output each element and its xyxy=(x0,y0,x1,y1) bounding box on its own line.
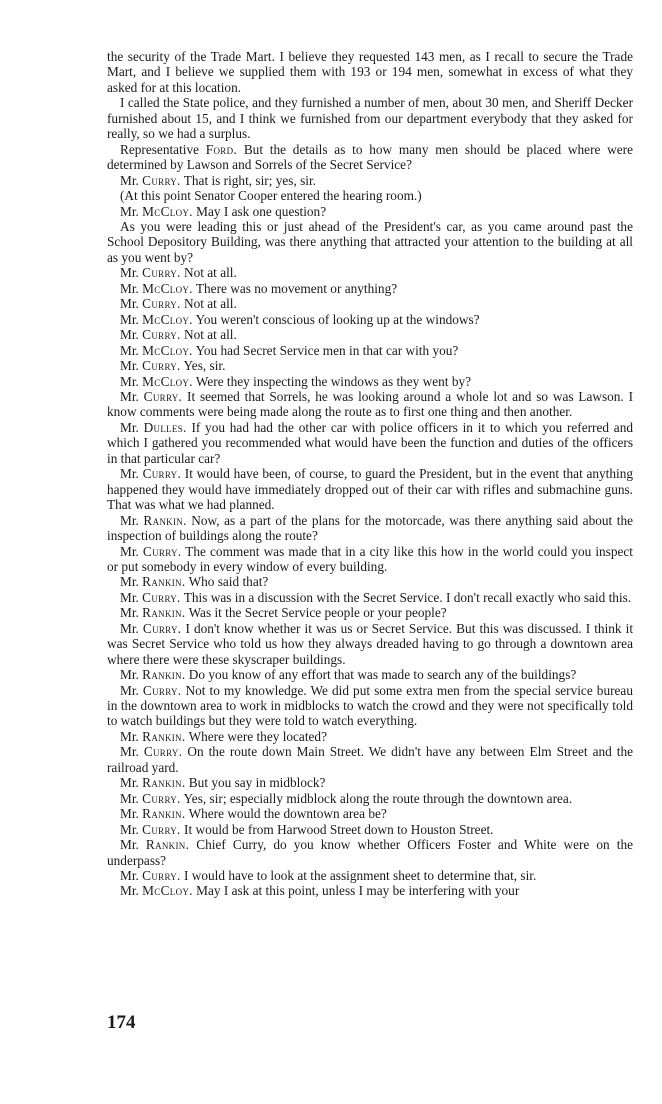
paragraph-text: Where would the downtown area be? xyxy=(188,806,387,822)
testimony-paragraph xyxy=(107,343,633,358)
testimony-paragraph xyxy=(107,621,633,667)
speaker-title: Mr. xyxy=(120,342,139,358)
text-paragraph xyxy=(107,188,633,203)
text-paragraph xyxy=(107,95,633,141)
speaker-name: Curry. xyxy=(142,682,182,698)
speaker-name: McCloy. xyxy=(142,280,193,296)
speaker-title: Mr. xyxy=(120,327,139,343)
speaker-name: Rankin. xyxy=(142,806,186,822)
paragraph-text: Were they inspecting the windows as they went by? xyxy=(195,373,472,389)
speaker-title: Mr. xyxy=(120,775,139,791)
speaker-name: Dulles. xyxy=(143,419,187,435)
text-paragraph xyxy=(107,219,633,265)
speaker-name: Curry. xyxy=(142,868,181,884)
testimony-paragraph xyxy=(107,389,633,420)
paragraph-text: I don't know whether it was us or Secret Service. But this was discussed. I think it was Secret Service who told us how they always dreaded having to go through a downtown area where there were these skyscraper buildings. xyxy=(107,620,634,667)
paragraph-text: On the route down Main Street. We didn't have any between Elm Street and the railroad yard. xyxy=(107,744,634,775)
speaker-name: Curry. xyxy=(142,358,181,374)
paragraph-text: But you say in midblock? xyxy=(188,775,326,791)
speaker-name: Ford. xyxy=(205,141,238,157)
speaker-name: McCloy. xyxy=(142,203,193,219)
testimony-paragraph xyxy=(107,466,633,512)
paragraph-text: I would have to look at the assignment sheet to determine that, sir. xyxy=(184,868,537,884)
testimony-paragraph xyxy=(107,590,633,605)
speaker-title: Mr. xyxy=(120,883,139,899)
paragraph-text: It seemed that Sorrels, he was looking around a whole lot and so was Lawson. I know comments were being made along the route as to first one thing and then another. xyxy=(107,388,634,420)
testimony-paragraph xyxy=(107,775,633,790)
testimony-paragraph xyxy=(107,883,633,898)
testimony-paragraph xyxy=(107,374,633,389)
paragraph-text: Not to my knowledge. We did put some extra men from the special service bureau in the downtown area to work in midblocks to watch the crowd and they were not specifically told to watch buildings but they were told to watch everything. xyxy=(107,682,633,729)
speaker-name: McCloy. xyxy=(142,883,193,899)
speaker-title: Mr. xyxy=(120,589,139,605)
testimony-paragraph xyxy=(107,822,633,837)
speaker-title: Mr. xyxy=(120,172,139,188)
testimony-paragraph xyxy=(107,667,633,682)
speaker-name: McCloy. xyxy=(142,373,193,389)
speaker-title: Mr. xyxy=(120,868,139,884)
paragraph-text: Yes, sir. xyxy=(183,358,226,374)
testimony-paragraph xyxy=(107,327,633,342)
speaker-name: Rankin. xyxy=(142,728,186,744)
paragraph-text: Who said that? xyxy=(188,574,269,590)
speaker-name: Rankin. xyxy=(142,574,186,590)
text-paragraph xyxy=(107,49,633,95)
speaker-title: Mr. xyxy=(120,419,139,435)
speaker-title: Mr. xyxy=(120,837,139,853)
speaker-title: Mr. xyxy=(120,574,139,590)
speaker-title: Mr. xyxy=(120,667,139,683)
speaker-title: Mr. xyxy=(120,203,139,219)
paragraph-text: The comment was made that in a city like this how in the world could you inspect or put somebody in every window of every building. xyxy=(107,543,633,574)
paragraph-text: This was in a discussion with the Secret Service. I don't recall exactly who said this. xyxy=(183,589,632,605)
speaker-name: Curry. xyxy=(142,790,181,806)
speaker-title: Mr. xyxy=(120,821,139,837)
speaker-name: Curry. xyxy=(142,620,182,636)
speaker-title: Mr. xyxy=(120,265,139,281)
speaker-name: Rankin. xyxy=(142,605,186,621)
paragraph-text: It would have been, of course, to guard the President, but in the event that anything happened they would have immediately dropped out of their car with rifles and submachine guns. That was what we had planned. xyxy=(107,466,634,513)
paragraph-text: Now, as a part of the plans for the motorcade, was there anything said about the inspection of buildings along the route? xyxy=(107,512,634,544)
paragraph-text: Where were they located? xyxy=(188,728,327,744)
paragraph-text: That is right, sir; yes, sir. xyxy=(183,172,317,188)
paragraph-text: May I ask at this point, unless I may be interfering with your xyxy=(196,883,520,899)
testimony-paragraph xyxy=(107,281,633,296)
paragraph-text: As you were leading this or just ahead of the President's car, as you came around past the School Depository Building, was there anything that attracted your attention to the building at all as you went by? xyxy=(107,218,633,265)
speaker-name: Curry. xyxy=(143,388,183,404)
speaker-title: Mr. xyxy=(120,512,139,528)
speaker-name: Curry. xyxy=(142,265,181,281)
speaker-title: Mr. xyxy=(120,620,139,636)
testimony-paragraph xyxy=(107,544,633,575)
speaker-title: Mr. xyxy=(120,358,139,374)
speaker-title: Mr. xyxy=(120,682,139,698)
speaker-name: Rankin. xyxy=(142,667,186,683)
speaker-title: Mr. xyxy=(120,543,139,559)
testimony-paragraph xyxy=(107,265,633,280)
testimony-paragraph xyxy=(107,296,633,311)
paragraph-text: Do you know of any effort that was made to search any of the buildings? xyxy=(188,667,577,683)
paragraph-text: Was it the Secret Service people or your people? xyxy=(188,605,447,621)
speaker-title: Mr. xyxy=(120,806,139,822)
paragraph-text: You weren't conscious of looking up at the windows? xyxy=(195,311,480,327)
testimony-paragraph xyxy=(107,420,633,466)
speaker-title: Mr. xyxy=(120,605,139,621)
testimony-paragraph xyxy=(107,513,633,544)
paragraph-text: It would be from Harwood Street down to Houston Street. xyxy=(184,821,494,837)
paragraph-text: Not at all. xyxy=(184,265,237,281)
paragraph-text: You had Secret Service men in that car with you? xyxy=(195,342,459,358)
speaker-name: McCloy. xyxy=(142,311,193,327)
testimony-paragraph xyxy=(107,806,633,821)
speaker-name: Curry. xyxy=(142,296,181,312)
paragraph-text: Yes, sir; especially midblock along the route through the downtown area. xyxy=(183,790,573,806)
testimony-paragraph xyxy=(107,868,633,883)
speaker-name: McCloy. xyxy=(142,342,193,358)
speaker-title: Mr. xyxy=(120,296,139,312)
speaker-title: Representative xyxy=(120,141,200,157)
paragraph-text: Chief Curry, do you know whether Officers Foster and White were on the underpass? xyxy=(107,837,633,868)
document-page-body xyxy=(107,49,633,899)
paragraph-text: May I ask one question? xyxy=(196,203,327,219)
testimony-paragraph xyxy=(107,683,633,729)
speaker-title: Mr. xyxy=(120,373,139,389)
speaker-name: Curry. xyxy=(142,543,182,559)
testimony-paragraph xyxy=(107,744,633,775)
paragraph-text: There was no movement or anything? xyxy=(195,280,398,296)
paragraph-text: If you had had the other car with police officers in it to which you referred and which I gathered you recommended what would have been the function and duties of the officers in that particular car? xyxy=(107,419,634,466)
speaker-name: Curry. xyxy=(142,589,181,605)
paragraph-text: Not at all. xyxy=(184,296,237,312)
testimony-paragraph xyxy=(107,173,633,188)
testimony-paragraph xyxy=(107,204,633,219)
speaker-title: Mr. xyxy=(120,280,139,296)
paragraph-text: Not at all. xyxy=(184,327,237,343)
testimony-paragraph xyxy=(107,605,633,620)
speaker-title: Mr. xyxy=(120,790,139,806)
page-number: 174 xyxy=(107,1012,136,1033)
testimony-paragraph xyxy=(107,729,633,744)
speaker-name: Curry. xyxy=(142,172,181,188)
paragraph-text: I called the State police, and they furnished a number of men, about 30 men, and Sheriff Decker furnished about 15, and I think we furnished from our department everybody that they asked for really, so we had a surplus. xyxy=(107,95,633,142)
testimony-paragraph xyxy=(107,358,633,373)
speaker-name: Rankin. xyxy=(143,512,187,528)
testimony-paragraph xyxy=(107,312,633,327)
speaker-name: Rankin. xyxy=(142,775,186,791)
speaker-title: Mr. xyxy=(120,728,139,744)
speaker-title: Mr. xyxy=(120,388,139,404)
speaker-title: Mr. xyxy=(120,744,139,760)
speaker-name: Curry. xyxy=(142,821,181,837)
paragraph-text: the security of the Trade Mart. I believe they requested 143 men, as I recall to secure the Trade Mart, and I believe we supplied them with 193 or 194 men, somewhat in excess of what they asked for at this location. xyxy=(107,49,633,95)
speaker-title: Mr. xyxy=(120,466,139,482)
paragraph-text: (At this point Senator Cooper entered the hearing room.) xyxy=(120,188,422,204)
speaker-name: Curry. xyxy=(142,327,181,343)
speaker-title: Mr. xyxy=(120,311,139,327)
paragraph-text: But the details as to how many men should be placed where were determined by Lawson and Sorrels of the Secret Service? xyxy=(107,141,634,173)
testimony-paragraph xyxy=(107,142,633,173)
testimony-paragraph xyxy=(107,837,633,868)
speaker-name: Curry. xyxy=(142,466,182,482)
testimony-paragraph xyxy=(107,791,633,806)
speaker-name: Curry. xyxy=(143,744,183,760)
testimony-paragraph xyxy=(107,574,633,589)
speaker-name: Rankin. xyxy=(145,837,190,853)
